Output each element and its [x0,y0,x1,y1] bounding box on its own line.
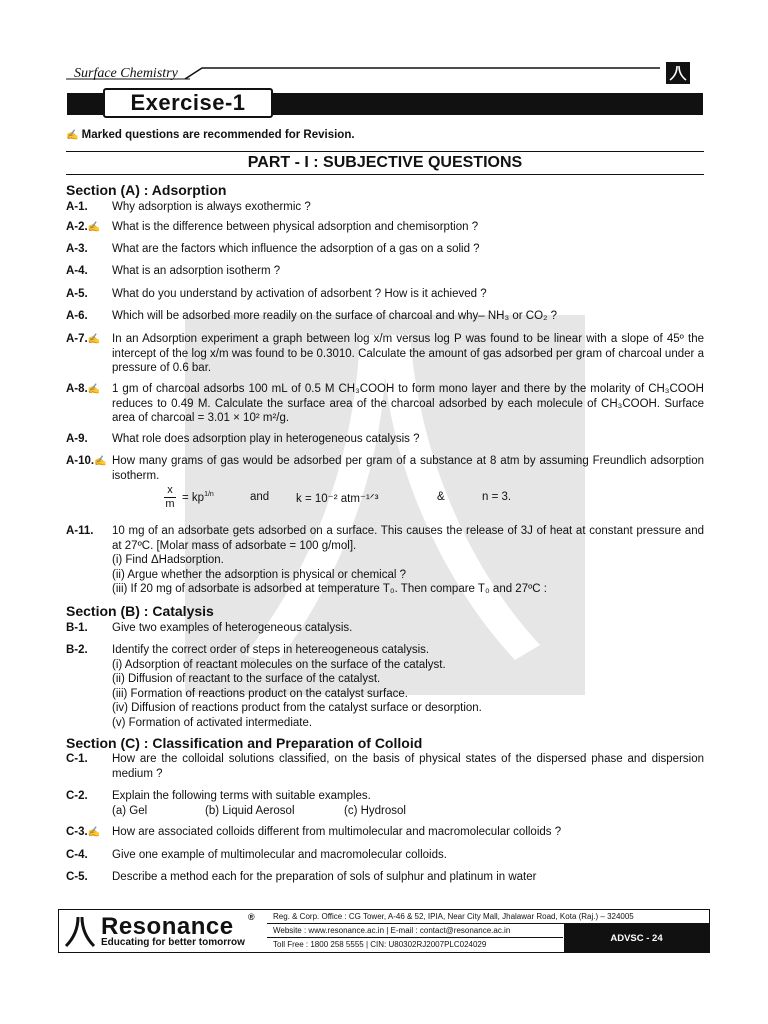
question-number: A-5. [66,288,88,300]
question-b1 [66,621,704,636]
section-a-title: Section (A) : Adsorption [66,182,227,198]
question-text: Explain the following terms with suitable examples. [112,790,371,802]
brand-logo [61,912,261,950]
part-title: PART - I : SUBJECTIVE QUESTIONS [247,154,523,171]
question-a11 [66,524,704,597]
pen-icon: ✍ [94,456,107,467]
question-text: What role does adsorption play in heterogeneous catalysis ? [112,433,420,445]
question-text: Describe a method each for the preparation of sols of sulphur and platinum in water [112,871,537,883]
part-top-rule [66,151,704,152]
brand-tagline: Educating for better tomorrow [101,937,245,948]
question-part: (ii) Diffusion of reactant to the surface of the catalyst. [112,673,381,685]
question-number: B-2. [66,644,88,656]
question-number: C-2. [66,790,88,802]
question-number: A-1. [66,201,88,213]
question-text: What is the difference between physical adsorption and chemisorption ? [112,221,479,233]
question-c5 [66,870,704,885]
question-number: A-11. [66,525,94,537]
pen-icon: ✍ [87,222,101,233]
exercise-title: Exercise-1 [103,88,273,118]
question-text: 1 gm of charcoal adsorbs 100 mL of 0.5 M CH₃COOH to form mono layer and there by the molarity of CH₃COOH reduces to 0.49 M. Calculate the surface area of the charcoal adsorbed by each molecule of CH₃COOH. Surface area of charcoal = 3.01 × 10² m²/g. [112,383,704,424]
question-text: Identify the correct order of steps in hetereogeneous catalysis. [112,644,430,656]
formula-amp: & [437,491,445,503]
page-code: ADVSC - 24 [564,924,709,953]
question-a10 [66,454,704,483]
question-part: (v) Formation of activated intermediate. [112,716,313,729]
question-part: (i) Find ΔHadsorption. [112,554,224,566]
question-c3 [66,825,704,840]
question-a8 [66,382,704,426]
part-bottom-rule [66,174,704,175]
website-line: Website : www.resonance.ac.in | E-mail : contact@resonance.ac.in [267,924,563,938]
question-number: C-3. [66,826,88,838]
formula-exponent: 1/n [204,491,214,498]
question-c4 [66,848,704,863]
question-part: (iv) Diffusion of reactions product from the catalyst surface or desorption. [112,702,482,714]
question-a9 [66,432,704,447]
revision-note-text: Marked questions are recommended for Revision. [81,129,355,141]
footer [58,909,710,953]
registered-icon: ® [248,912,255,922]
question-text: Give one example of multimolecular and macromolecular colloids. [112,849,447,861]
formula-rhs-text: = kp [182,491,205,504]
question-number: B-1. [66,622,88,634]
pen-icon: ✍ [87,334,101,345]
question-text: Why adsorption is always exothermic ? [112,201,311,213]
question-a6 [66,309,704,324]
formula-rhs [182,491,214,504]
pen-icon: ✍ [87,384,101,395]
formula-fraction [164,484,176,511]
question-text: 10 mg of an adsorbate gets adsorbed on a surface. This causes the release of 3J of heat at constant pressure and at 27ºC. [Molar mass of adsorbate = 100 g/mol]. [112,525,704,552]
question-number: A-10. [66,455,95,467]
question-part: (ii) Argue whether the adsorption is physical or chemical ? [112,568,407,581]
question-number: C-4. [66,849,88,861]
question-number: A-7. [66,333,88,345]
question-text: Give two examples of heterogeneous catalysis. [112,622,353,634]
pen-icon: ✍ [66,130,79,141]
formula-k: k = 10⁻² atm⁻¹ᐟ³ [296,493,379,505]
pen-icon: ✍ [87,827,101,838]
header-rule [0,66,768,86]
question-a7 [66,332,704,376]
question-number: A-9. [66,433,88,445]
corner-logo-icon [666,62,690,84]
address-line: Reg. & Corp. Office : CG Tower, A-46 & 52, IPIA, Near City Mall, Jhalawar Road, Kota (Raj.) – 324005 [267,910,709,924]
question-text: How many grams of gas would be adsorbed per gram of a substance at 8 atm by assuming Freundlich adsorption isotherm. [112,455,704,482]
formula-and: and [250,491,270,503]
question-number: C-1. [66,753,88,765]
brand-name: Resonance [101,913,234,940]
question-text: How are associated colloids different from multimolecular and macromolecular colloids ? [112,826,562,838]
option-b: (b) Liquid Aerosol [205,804,295,817]
option-a: (a) Gel [112,804,148,817]
question-part: (i) Adsorption of reactant molecules on the surface of the catalyst. [112,658,446,671]
question-number: A-3. [66,243,88,255]
question-a2 [66,220,704,235]
question-text: What is an adsorption isotherm ? [112,265,281,277]
question-number: A-4. [66,265,88,277]
question-text: What are the factors which influence the adsorption of a gas on a solid ? [112,243,480,255]
subject-title: Surface Chemistry [74,66,178,81]
question-number: A-8. [66,383,88,395]
option-c: (c) Hydrosol [344,804,406,817]
question-a3 [66,242,704,257]
question-a5 [66,287,704,302]
question-c2 [66,789,704,818]
question-part: (iii) If 20 mg of adsorbate is adsorbed at temperature T₀. Then compare T₀ and 27ºC : [112,583,547,595]
section-b-title: Section (B) : Catalysis [66,603,214,619]
question-number: A-2. [66,221,88,233]
question-b2 [66,643,704,730]
question-part: (iii) Formation of reactions product on the catalyst surface. [112,687,408,700]
section-c-title: Section (C) : Classification and Preparation of Colloid [66,735,423,751]
question-text: In an Adsorption experiment a graph between log x/m versus log P was found to be linear with a slope of 45º the intercept of the log x/m was found to be 0.3010. Calculate the amount of gas adsorbed per gram of charcoal under a pressure of 0.6 bar. [112,333,704,374]
question-a1 [66,200,704,215]
revision-note [66,129,355,141]
formula-m: m [165,498,175,510]
question-number: A-6. [66,310,88,322]
question-text: How are the colloidal solutions classified, on the basis of physical states of the dispersed phase and dispersion medium ? [112,753,704,780]
tollfree-line: Toll Free : 1800 258 5555 | CIN: U80302RJ2007PLC024029 [273,940,487,949]
formula-n: n = 3. [482,491,512,503]
question-text: What do you understand by activation of adsorbent ? How is it achieved ? [112,288,487,300]
question-number: C-5. [66,871,88,883]
question-a4 [66,264,704,279]
question-text: Which will be adsorbed more readily on the surface of charcoal and why– NH₃ or CO₂ ? [112,310,558,322]
formula-x: x [167,484,173,496]
question-c1 [66,752,704,781]
brand-mark-icon [63,913,97,949]
